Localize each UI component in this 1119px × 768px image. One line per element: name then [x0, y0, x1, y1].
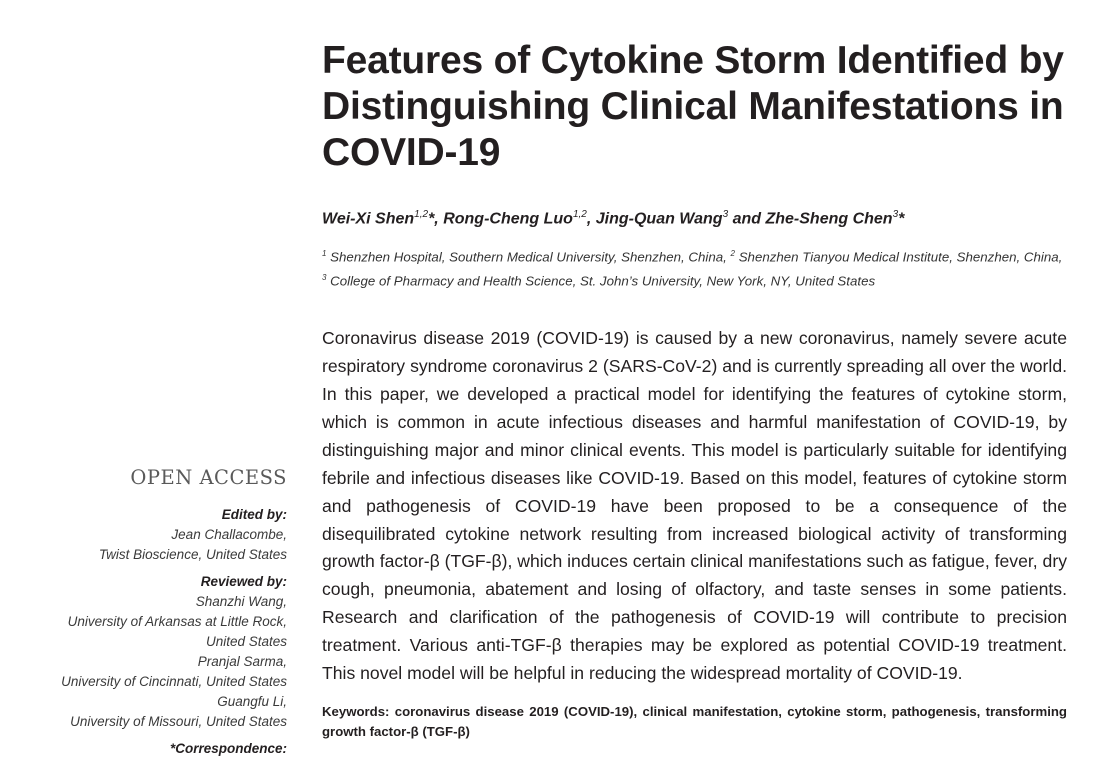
reviewer-affiliation: University of Missouri, United States — [70, 714, 287, 729]
author-affiliation-marker: 3 — [722, 209, 729, 220]
affiliations — [322, 244, 1067, 291]
reviewed-by-label: Reviewed by: — [200, 574, 287, 589]
author-separator: , — [586, 210, 596, 228]
affiliation-marker: 3 — [322, 272, 327, 282]
author-affiliation-marker: 1,2 — [572, 209, 587, 220]
reviewer-affiliation: United States — [205, 634, 287, 649]
abstract-text: Coronavirus disease 2019 (COVID-19) is caused by a new coronavirus, namely severe acute respiratory syndrome coronavirus 2 (SARS-CoV-2) and is currently spreading all over the world. In this paper, we developed a practical model for identifying the features of cytokine storm, which is common in acute infectious diseases and harmful manifestation of COVID-19, by distinguishing major and minor clinical events. This model is particularly suitable for identifying febrile and infectious diseases like COVID-19. Based on this model, features of cytokine storm and pathogenesis of COVID-19 have been proposed to be a consequence of the disequilibrated cytokine network resulting from increased biological activity of transforming growth factor-β (TGF-β), which induces certain clinical manifestations such as fatigue, fever, dry cough, pneumonia, abatement and losing of olfactory, and taste senses in some patients. Research and clarification of the pathogenesis of COVID-19 will contribute to precision treatment. Various anti-TGF-β therapies may be explored as potential COVID-19 treatment. This novel model will be helpful in reducing the widespread mortality of COVID-19. — [322, 328, 1067, 684]
open-access-label: OPEN ACCESS — [130, 466, 287, 489]
affiliation-text: Shenzhen Hospital, Southern Medical University, Shenzhen, China, — [330, 249, 727, 265]
reviewer-name: Pranjal Sarma, — [197, 654, 287, 669]
author-separator: and — [728, 210, 766, 228]
reviewer-affiliation: University of Cincinnati, United States — [61, 674, 287, 689]
author-list — [322, 204, 1067, 230]
correspondence-label: *Correspondence: — [169, 741, 287, 756]
article-main — [322, 38, 1067, 742]
author-affiliation-marker: 3 — [892, 209, 899, 220]
edited-by-label: Edited by: — [221, 507, 287, 522]
affiliation-text: Shenzhen Tianyou Medical Institute, Shenzhen, China, — [738, 249, 1063, 265]
keywords: Keywords: coronavirus disease 2019 (COVID-19), clinical manifestation, cytokine storm, pathogenesis, transforming growth factor-β (TGF-β) — [322, 703, 1067, 739]
author-separator: * — [898, 210, 905, 228]
author-name[interactable]: Jing-Quan Wang — [595, 210, 723, 228]
article-title: Features of Cytokine Storm Identified by Distinguishing Clinical Manifestations in COVID-19 — [322, 39, 1064, 174]
affiliation-line — [322, 244, 1067, 267]
author-affiliation-marker: 1,2 — [414, 209, 429, 220]
author-separator: *, — [428, 210, 444, 228]
reviewer-affiliation: University of Arkansas at Little Rock, — [67, 614, 287, 629]
affiliation-marker: 1 — [322, 249, 327, 259]
reviewer-name: Shanzhi Wang, — [195, 594, 287, 609]
affiliation-text: College of Pharmacy and Health Science, St. John’s University, New York, NY, United States — [330, 273, 876, 289]
editor-affiliation: Twist Bioscience, United States — [98, 547, 287, 562]
editor-name: Jean Challacombe, — [171, 527, 287, 542]
author-name[interactable]: Zhe-Sheng Chen — [765, 210, 893, 228]
author-name[interactable]: Rong-Cheng Luo — [443, 210, 573, 228]
affiliation-marker: 2 — [730, 249, 735, 259]
affiliation-line — [322, 268, 1067, 291]
author-name[interactable]: Wei-Xi Shen — [322, 210, 415, 228]
article-sidebar — [40, 460, 287, 759]
reviewer-name: Guangfu Li, — [217, 694, 287, 709]
